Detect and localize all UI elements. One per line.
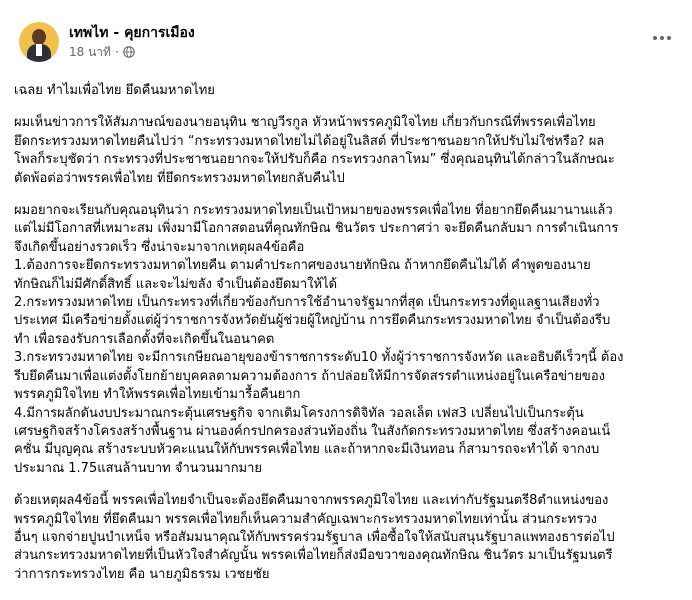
post-text-line: 3.กระทรวงมหาดไทย จะมีการเกษียณอายุของข้าราชการระดับ10 ทั้งผู้ว่าราชการจังหวัด และอธิบดีเร็วๆนี้ ต้อง xyxy=(14,350,624,366)
author-name[interactable]: เทพไท - คุยการเมือง xyxy=(69,25,195,41)
avatar-head-shape xyxy=(32,29,46,45)
post-text-line: เศรษฐกิจสร้างโครงสร้างพื้นฐาน ผ่านองค์กรปกครองส่วนท้องถิ่น ในสังกัดกระทรวงมหาดไทย ซึ่งสร้างคอนเน็ xyxy=(14,423,611,439)
post-text-line: ทำ เพื่อรองรับการเลือกตั้งที่จะเกิดขึ้นในอนาคต xyxy=(14,331,275,347)
post-paragraph xyxy=(14,492,678,584)
post-paragraph xyxy=(14,114,678,188)
post-text-line: 2.กระทรวงมหาดไทย เป็นกระทรวงที่เกี่ยวข้องกับการใช้อำนาจรัฐมากที่สุด เป็นกระทรวงที่ดูแลฐานเสียงทั่ว xyxy=(14,295,600,311)
avatar[interactable] xyxy=(19,22,59,62)
post-text-line: จึงเกิดขึ้นอย่างรวดเร็ว ซึ่งน่าจะมาจากเหตุผล4ข้อคือ xyxy=(14,239,305,255)
avatar-shirt-shape xyxy=(36,44,42,56)
post-text-line: ผมเห็นข่าวการให้สัมภาษณ์ของนายอนุทิน ชาญวีรกูล หัวหน้าพรรคภูมิใจไทย เกี่ยวกับกรณีที่พรรคเพื่อไทย xyxy=(14,115,596,131)
post-text-line: ว่าการกระทรวงไทย คือ นายภูมิธรรม เวชยชัย xyxy=(14,566,270,582)
post-text-line: โพลก็ระบุชัดว่า กระทรวงที่ประชาชนอยากจะให้ปรับก็คือ กระทรวงกลาโหม” ซึ่งคุณอนุทินได้กล่าวในลักษณะ xyxy=(14,152,615,168)
post-text-line: 4.มีการผลักดันงบประมาณกระตุ้นเศรษฐกิจ จากเดิมโครงการดิจิทัล วอลเล็ต เฟส3 เปลี่ยนไปเป็นกระตุ้น xyxy=(14,405,584,421)
post-text-line: ประเทศ มีเครือข่ายตั้งแต่ผู้ว่าราชการจังหวัดยันผู้ช่วยผู้ใหญ่บ้าน การยึดคืนกระทรวงมหาดไทย จำเป็นต้องรีบ xyxy=(14,313,611,329)
post-text-line: เฉลย ทำไมเพื่อไทย ยึดคืนมหาดไทย xyxy=(14,83,215,98)
post-text-line: คชั่น มีบุญคุณ สร้างระบบหัวคะแนนให้กับพรรคเพื่อไทย และถ้าหากจะมีเงินทอน ก็สามารถจะทำได้ จากงบ xyxy=(14,442,600,458)
post-text-line: ประมาณ 1.75แสนล้านบาท จำนวนมากมาย xyxy=(14,460,263,476)
post-text-line: พรรคภูมิใจไทย ทำให้พรรคเพื่อไทยเข้ามารื้อคืนยาก xyxy=(14,387,301,403)
post-timestamp[interactable]: 18 นาที xyxy=(69,45,111,59)
post-text-line: พรรคภูมิใจไทย ที่ยึดคืนมา พรรคเพื่อไทยก็เห็นความสำคัญเฉพาะกระทรวงมหาดไทยเท่านั้น ส่วนกระทรวง xyxy=(14,511,597,527)
post-text-line: ตัดพ้อต่อว่าพรรคเพื่อไทย ที่ยึดกระทรวงมหาดไทยกลับคืนไป xyxy=(14,170,345,186)
post-text-line: ส่วนกระทรวงมหาดไทยที่เป็นหัวใจสำคัญนั้น พรรคเพื่อไทยก็ส่งมือขวาของคุณทักษิณ ชินวัตร มาเป็นรัฐมนตรี xyxy=(14,548,613,564)
post-timestamp-row xyxy=(69,44,195,60)
more-horizontal-icon[interactable] xyxy=(650,30,674,46)
more-dot xyxy=(667,36,671,40)
post-paragraph xyxy=(14,202,678,478)
post-text-line: รีบยึดคืนมาเพื่อแต่งตั้งโยกย้ายบุคคลตามความต้องการ ถ้าปล่อยให้มีการจัดสรรตำแหน่งอยู่ในเครือข่ายของ xyxy=(14,368,605,384)
more-dot xyxy=(653,36,657,40)
post-text-line: ผมอยากจะเรียนกับคุณอนุทินว่า กระทรวงมหาดไทยเป็นเป้าหมายของพรรคเพื่อไทย ที่อยากยึดคืนมานานแล้ว xyxy=(14,203,613,219)
post-text-line: 1.ต้องการจะยึดกระทรวงมหาดไทยคืน ตามคำประกาศของนายทักษิณ ถ้าหากยึดคืนไม่ได้ คำพูดของนาย xyxy=(14,258,591,274)
timestamp-separator: · xyxy=(114,45,119,59)
post-header xyxy=(14,0,678,84)
globe-icon[interactable] xyxy=(123,46,135,58)
more-dot xyxy=(660,36,664,40)
post-text-line: ทักษิณก็ไม่มีศักดิ์สิทธิ์ และจะไม่ขลัง จำเป็นต้องยึดมาให้ได้ xyxy=(14,276,338,292)
post-paragraph xyxy=(14,82,678,100)
post-text-line: ยึดกระทรวงมหาดไทยคืนไปว่า “กระทรวงมหาดไทยไม่ได้อยู่ในลิสต์ ที่ประชาชนอยากให้ปรับไม่ใช่หรือ? ผล xyxy=(14,133,605,149)
post-text-line: อื่นๆ แจกจ่ายปูนบำเหน็จ หรือสัมมนาคุณให้กับพรรคร่วมรัฐบาล เพื่อซื้อใจให้สนับสนุนรัฐบาลแพทองธารต่อไป xyxy=(14,529,615,545)
post-text-line: แต่ไม่มีโอกาสที่เหมาะสม เพิ่งมามีโอกาสตอนที่คุณทักษิณ ชินวัตร ประกาศว่า จะยึดคืนกลับมา การดำเนินการ xyxy=(14,221,619,237)
post-meta xyxy=(69,24,195,60)
post-body xyxy=(14,82,678,584)
post-text-line: ด้วยเหตุผล4ข้อนี้ พรรคเพื่อไทยจำเป็นจะต้องยึดคืนมาจากพรรคภูมิใจไทย และเท่ากับรัฐมนตรี8ตำแหน่งของ xyxy=(14,493,609,509)
